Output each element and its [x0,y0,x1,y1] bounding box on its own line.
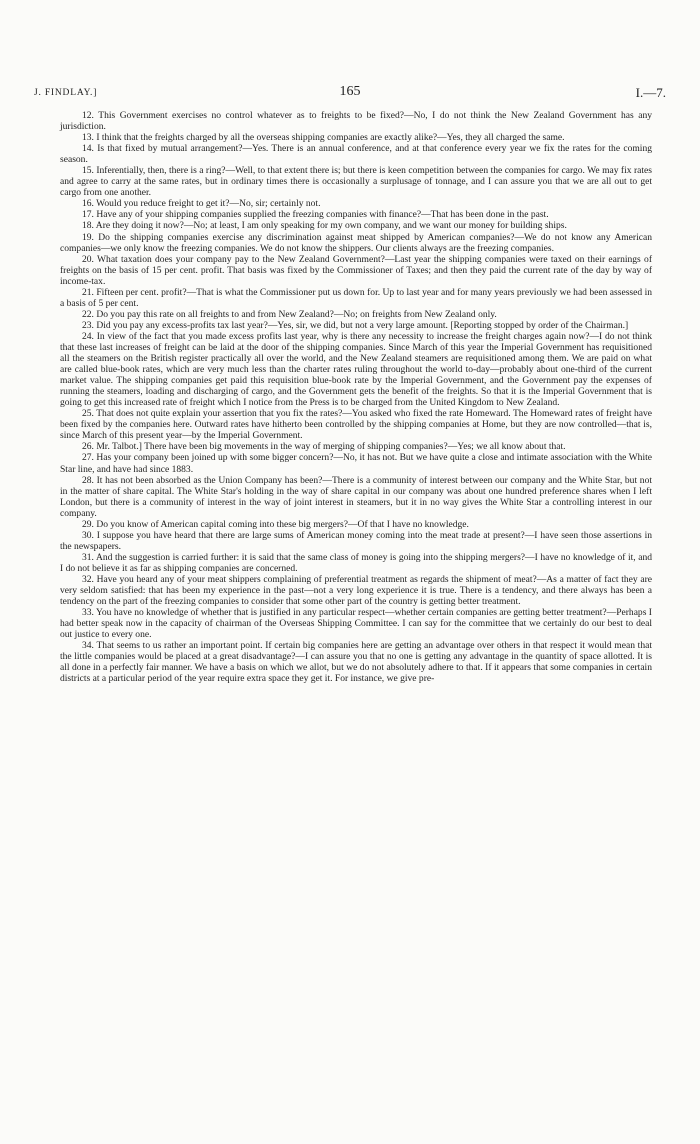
paragraph-33: 33. You have no knowledge of whether that is justified in any particular respect—whether certain companies are getting better treatment?—Perhaps I had better speak now in the capacity of chairman of the Overseas Shipping Committee. I can say for the committee that we certainly do our best to deal out justice to every one. [60,607,652,641]
page-number: 165 [339,84,361,99]
paragraph-21: 21. Fifteen per cent. profit?—That is what the Commissioner put us down for. Up to last year and for many years previously we had been assessed in a basis of 5 per cent. [60,286,652,309]
paragraph-29: 29. Do you know of American capital coming into these big mergers?—Of that I have no knowledge. [82,518,469,530]
paragraph-26: 26. Mr. Talbot.] There have been big movements in the way of merging of shipping companies?—Yes; we all know about that. [82,441,566,453]
paragraph-13: 13. I think that the freights charged by all the overseas shipping companies are exactly alike?—Yes, they all charged the same. [82,132,565,144]
paragraph-31: 31. And the suggestion is carried further: it is said that the same class of money is going into the shipping mergers?—I have no knowledge of it, and I do not believe it as far as shipping companies are concerned. [60,551,652,574]
evidence-text [60,110,652,684]
paragraph-28: 28. It has not been absorbed as the Union Company has been?—There is a community of interest between our company and the White Star, but not in the matter of share capital. The White Star's holding in the way of share capital in our company was about one hundred preference shares when I left London, but there is a community of interest in the way of joint interest in steamers, but it in no way gives the White Star a controlling interest in our company. [60,474,652,519]
paper-reference: I.—7. [635,85,666,100]
paragraph-27: 27. Has your company been joined up with some bigger concern?—No, it has not. But we have quite a close and intimate association with the White Star line, and have had since 1883. [60,452,652,475]
page-header [34,84,666,104]
paragraph-20: 20. What taxation does your company pay to the New Zealand Government?—Last year the shipping companies were taxed on their earnings of freights on the basis of 15 per cent. profit. That basis was fixed by the Commissioner of Taxes; and then they paid the current rate of the day by way of income-tax. [60,253,652,287]
paragraph-12: 12. This Government exercises no control whatever as to freights to be fixed?—No, I do not think the New Zealand Government has any jurisdiction. [60,110,652,133]
paragraph-30: 30. I suppose you have heard that there are large sums of American money coming into the meat trade at present?—I have seen those assertions in the newspapers. [60,529,652,552]
paragraph-24: 24. In view of the fact that you made excess profits last year, why is there any necessity to increase the freight charges again now?—I do not think that these last increases of freight can be laid at the door of the shipping companies. Since March of this year the Imperial Government has requisitioned all the steamers on the British register practically all over the world, and the New Zealand steamers are requisitioned among them. We are paid on what are called blue-book rates, which are very much less than the charter rates ruling throughout the world to-day—probably about one-third of the current market value. The shipping companies get paid this requisition blue-book rate by the Imperial Government, and the Government pay the expenses of running the steamers, loading and discharging of cargo, and the Government gets the benefit of the freights. So that it is the Imperial Government that is going to get this increased rate of freight which I notice from the Press is to be charged from the United Kingdom to New Zealand. [60,330,652,409]
paragraph-16: 16. Would you reduce freight to get it?—No, sir; certainly not. [82,198,321,210]
paragraph-17: 17. Have any of your shipping companies supplied the freezing companies with finance?—That has been done in the past. [82,209,549,221]
paragraph-19: 19. Do the shipping companies exercise any discrimination against meat shipped by American companies?—We do not know any American companies—we only know the freezing companies. We do not know the shippers. Our clients always are the freezing companies. [60,231,652,254]
paragraph-18: 18. Are they doing it now?—No; at least, I am only speaking for my own company, and we want our money for building ships. [82,220,567,232]
paragraph-22: 22. Do you pay this rate on all freights to and from New Zealand?—No; on freights from New Zealand only. [82,308,497,320]
paragraph-34: 34. That seems to us rather an important point. If certain big companies here are getting an advantage over others in that respect it would mean that the little companies would be placed at a great disadvantage?—I can assure you that no one is getting any advantage in the quantity of space allotted. It is all done in a perfectly fair manner. We have a basis on which we allot, but we do not absolutely adhere to that. If it appears that some companies in certain districts at a particular period of the year require extra space they get it. For instance, we give pre- [60,640,652,685]
paragraph-32: 32. Have you heard any of your meat shippers complaining of preferential treatment as regards the shipment of meat?—As a matter of fact they are very seldom satisfied: that has been my experience in the past—not a very long experience it is true. There is a tendency, and there always has been a tendency on the part of the freezing companies to consider that some other part of the country is getting better treatment. [60,573,652,608]
paragraph-15: 15. Inferentially, then, there is a ring?—Well, to that extent there is; but there is keen competition between the companies for cargo. We may fix rates and agree to carry at the same rates, but in ordinary times there is occasionally a surplusage of tonnage, and I can assure you that we are all out to get cargo from one another. [60,165,652,199]
paragraph-23: 23. Did you pay any excess-profits tax last year?—Yes, sir, we did, but not a very large amount. [Reporting stopped by order of the Chairman.] [82,319,629,331]
paragraph-14: 14. Is that fixed by mutual arrangement?—Yes. There is an annual conference, and at that conference every year we fix the rates for the coming season. [60,143,652,166]
witness-name: J. FINDLAY.] [34,88,98,98]
paragraph-25: 25. That does not quite explain your assertion that you fix the rates?—You asked who fixed the rate Homeward. The Homeward rates of freight have been fixed by the companies here. Outward rates have hitherto been controlled by the shipping companies at Home, but they are now controlled—that is, since March of this present year—by the Imperial Government. [60,408,652,442]
